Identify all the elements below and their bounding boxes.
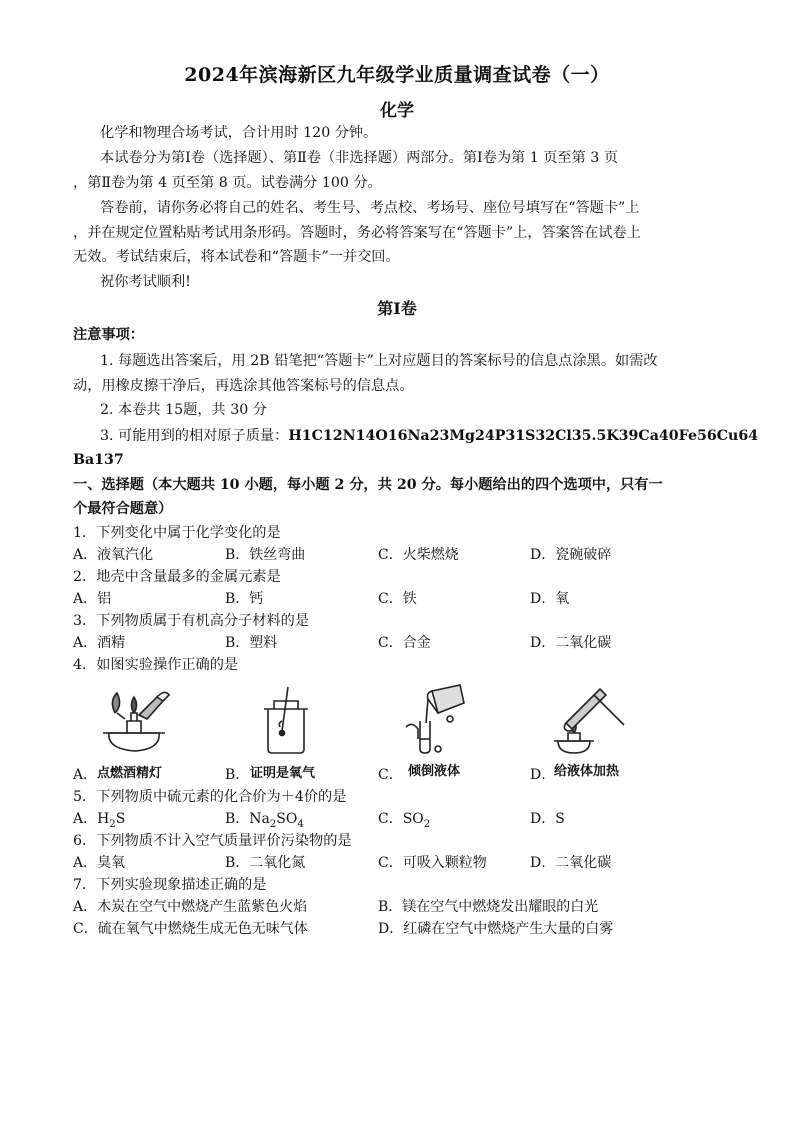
intro-line-3: ，第Ⅱ卷为第 4 页至第 8 页。试卷满分 100 分。	[73, 175, 382, 191]
q1-option-d: D．瓷碗破碎	[530, 547, 612, 563]
q2-option-d: D．氧	[530, 591, 570, 607]
intro-line-7: 祝你考试顺利!	[100, 274, 191, 290]
q4-option-d-caption: 给液体加热	[554, 764, 620, 779]
q7-option-d: D．红磷在空气中燃烧产生大量的白雾	[378, 921, 614, 937]
q5-stem: 5．下列物质中硫元素的化合价为＋4价的是	[73, 789, 347, 805]
intro-line-2: 本试卷分为第Ⅰ卷（选择题）、第Ⅱ卷（非选择题）两部分。第Ⅰ卷为第 1 页至第 3 页	[100, 150, 619, 166]
q4-stem: 4．如图实验操作正确的是	[73, 657, 239, 673]
q3-option-b: B．塑料	[225, 635, 278, 651]
note-3	[100, 425, 758, 447]
q1-stem: 1．下列变化中属于化学变化的是	[73, 525, 281, 541]
q5-option-d: D．S	[530, 811, 565, 827]
part1-heading-b: 个最符合题意）	[73, 501, 173, 517]
intro-line-1: 化学和物理合场考试，合计用时 120 分钟。	[100, 125, 378, 141]
q7-stem: 7．下列实验现象描述正确的是	[73, 877, 267, 893]
q6-stem: 6．下列物质不计入空气质量评价污染物的是	[73, 833, 352, 849]
exam-title: 2024年滨海新区九年级学业质量调查试卷（一）	[184, 64, 610, 86]
pour-liquid-icon	[398, 683, 478, 755]
alcohol-lamp-lighting-icon	[95, 683, 175, 755]
q4-option-a-caption: 点燃酒精灯	[97, 766, 163, 781]
q2-option-c: C．铁	[378, 591, 417, 607]
q1-option-a: A．液氧汽化	[73, 547, 154, 563]
note-2: 2. 本卷共 15题，共 30 分	[100, 402, 267, 418]
q5-option-b: B．$Na_2SO_4$	[225, 811, 304, 830]
q7-option-a: A．木炭在空气中燃烧产生蓝紫色火焰	[73, 899, 308, 915]
q6-option-a: A．臭氧	[73, 855, 126, 871]
intro-line-5: ，并在规定位置粘贴考试用条形码。答题时，务必将答案写在“答题卡”上，答案答在试卷上	[73, 225, 641, 241]
q4-option-b-caption: 证明是氧气	[250, 766, 316, 781]
q6-option-c: C．可吸入颗粒物	[378, 855, 487, 871]
gas-bottle-test-icon	[244, 683, 324, 755]
q2-option-a: A．铝	[73, 591, 112, 607]
q5-option-a: A．$H_2S$	[73, 811, 126, 830]
atomic-masses: H1C12N14O16Na23Mg24P31S32Cl35.5K39Ca40Fe56Cu64	[288, 428, 759, 444]
q3-option-a: A．酒精	[73, 635, 126, 651]
q4-option-b-letter: B．	[225, 767, 250, 783]
heat-liquid-icon	[548, 683, 628, 755]
q3-option-d: D．二氧化碳	[530, 635, 612, 651]
q3-option-c: C．合金	[378, 635, 431, 651]
note-3-label: 3. 可能用到的相对原子质量：	[100, 428, 289, 444]
q4-option-a-letter: A．	[73, 767, 98, 783]
q7-option-b: B．镁在空气中燃烧发出耀眼的白光	[378, 899, 599, 915]
q4-option-c-caption: 倾倒液体	[408, 764, 461, 779]
part1-heading-a: 一、选择题（本大题共 10 小题，每小题 2 分，共 20 分。每小题给出的四个选项中，只有一	[73, 477, 663, 493]
q1-option-c: C．火柴燃烧	[378, 547, 459, 563]
note-1a: 1. 每题选出答案后，用 2B 铅笔把“答题卡”上对应题目的答案标号的信息点涂黑。如需改	[100, 353, 658, 369]
q5-option-c: C．$SO_2$	[378, 811, 431, 830]
intro-line-6: 无效。考试结束后，将本试卷和“答题卡”一并交回。	[73, 249, 400, 265]
q4-option-c-letter: C．	[378, 767, 403, 783]
q2-stem: 2．地壳中含量最多的金属元素是	[73, 569, 281, 585]
q4-option-d-letter: D．	[530, 767, 556, 783]
section-title: 第Ⅰ卷	[377, 299, 417, 318]
note-1b: 动，用橡皮擦干净后，再选涂其他答案标号的信息点。	[73, 378, 414, 394]
q2-option-b: B．钙	[225, 591, 264, 607]
q7-option-c: C．硫在氧气中燃烧生成无色无味气体	[73, 921, 308, 937]
q3-stem: 3．下列物质属于有机高分子材料的是	[73, 613, 310, 629]
subject-title: 化学	[380, 101, 414, 121]
intro-line-4: 答卷前，请你务必将自己的姓名、考生号、考点校、考场号、座位号填写在“答题卡”上	[100, 200, 640, 216]
q6-option-b: B．二氧化氮	[225, 855, 306, 871]
q1-option-b: B．铁丝弯曲	[225, 547, 306, 563]
atomic-masses-cont: Ba137	[73, 452, 124, 468]
q6-option-d: D．二氧化碳	[530, 855, 612, 871]
notes-title: 注意事项：	[73, 327, 144, 343]
